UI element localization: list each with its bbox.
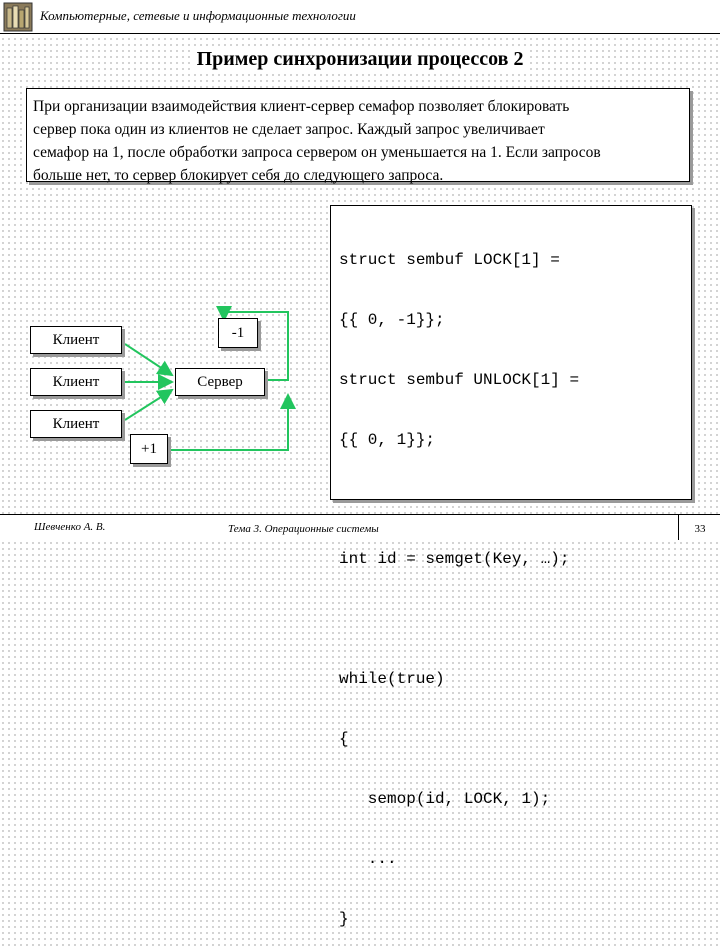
server-node (175, 368, 265, 396)
code-line: while(true) (339, 670, 445, 688)
description-line: сервер пока один из клиентов не сделает запрос. Каждый запрос увеличивает (33, 121, 545, 138)
client-label: Клиент (52, 416, 100, 432)
client3-to-server-arrow (125, 390, 172, 420)
client-node (30, 410, 122, 438)
footer-divider (0, 514, 720, 515)
client-node (30, 368, 122, 396)
minus-one-label: -1 (231, 325, 245, 341)
client1-to-server-arrow (125, 344, 172, 375)
code-line: struct sembuf LOCK[1] = (339, 251, 560, 269)
plus-to-server-arrow (168, 395, 288, 450)
code-line: {{ 0, -1}}; (339, 311, 445, 329)
code-line: int id = semget(Key, …); (339, 550, 570, 568)
code-line: { (339, 730, 349, 748)
code-line: semop(id, LOCK, 1); (339, 790, 551, 808)
code-line: ... (339, 850, 397, 868)
client-label: Клиент (52, 374, 100, 390)
course-title: Компьютерные, сетевые и информационные технологии (40, 8, 356, 23)
description-line: При организации взаимодействия клиент-сервер семафор позволяет блокировать (33, 98, 570, 115)
server-label: Сервер (197, 374, 243, 390)
client-node (30, 326, 122, 354)
minus-one-node (218, 318, 258, 348)
plus-one-node (130, 434, 168, 464)
code-line: } (339, 910, 349, 928)
footer-topic: Тема 3. Операционные системы (228, 523, 379, 535)
code-line: {{ 0, 1}}; (339, 431, 436, 449)
client-label: Клиент (52, 332, 100, 348)
page-number: 33 (678, 515, 720, 540)
footer-author: Шевченко А. В. (34, 521, 106, 533)
code-spacer (339, 607, 691, 631)
plus-one-label: +1 (141, 441, 157, 457)
description-line: больше нет, то сервер блокирует себя до следующего запроса. (33, 167, 444, 184)
description-line: семафор на 1, после обработки запроса сервером он уменьшается на 1. Если запросов (33, 144, 601, 161)
code-line: struct sembuf UNLOCK[1] = (339, 371, 580, 389)
slide-title-text: Пример синхронизации процессов 2 (191, 48, 530, 70)
